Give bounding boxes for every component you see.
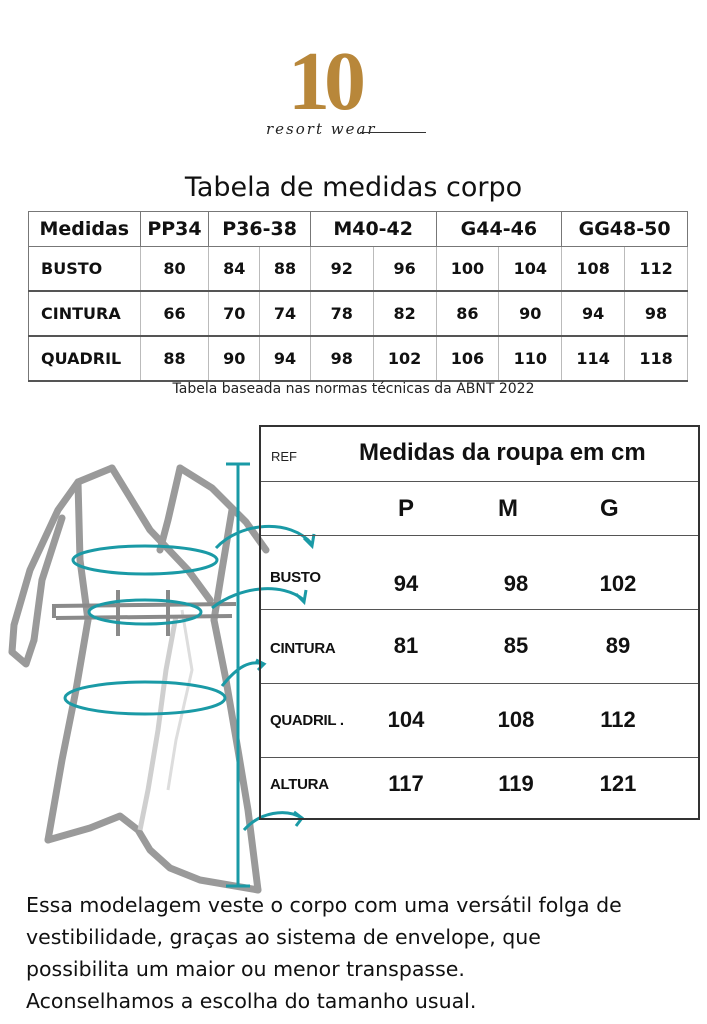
table-cell: 85 [503, 633, 529, 658]
header-cell: M40-42 [310, 212, 436, 247]
table-cell: 118 [625, 336, 688, 381]
garment-measurements-table [259, 425, 700, 820]
wrap-overlap-line [140, 616, 176, 830]
divider [261, 481, 698, 482]
table-cell: 94 [393, 571, 419, 596]
row-label: BUSTO [29, 247, 141, 292]
description-line: Aconselhamos a escolha do tamanho usual. [26, 989, 477, 1013]
table-cell: 110 [499, 336, 562, 381]
table-cell: 90 [499, 291, 562, 336]
header-cell: PP34 [140, 212, 209, 247]
table-cell: 94 [260, 336, 311, 381]
body-table-header-row [29, 212, 688, 247]
row-label-quadril: QUADRIL . [270, 712, 344, 729]
table-cell: 98 [503, 571, 529, 596]
table-cell: 106 [436, 336, 499, 381]
table-cell: 112 [625, 247, 688, 292]
hip-ring [65, 682, 225, 714]
header-cell: GG48-50 [562, 212, 688, 247]
table-cell: 80 [140, 247, 209, 292]
table-cell: 84 [209, 247, 260, 292]
table-cell: 108 [562, 247, 625, 292]
row-label-cintura: CINTURA [270, 640, 336, 657]
body-table-title: Tabela de medidas corpo [184, 172, 523, 203]
table-cell: 119 [498, 771, 534, 796]
header-cell: P36-38 [209, 212, 310, 247]
table-row [29, 247, 688, 292]
table-cell: 88 [140, 336, 209, 381]
table-cell: 104 [499, 247, 562, 292]
divider [261, 535, 698, 536]
description-line: possibilita um maior ou menor transpasse. [26, 957, 465, 981]
table-cell: 70 [209, 291, 260, 336]
table-cell: 89 [605, 633, 631, 658]
table-cell: 102 [599, 571, 637, 596]
bust-ring [73, 546, 217, 574]
description-line: Essa modelagem veste o corpo com uma versátil folga de [26, 893, 622, 917]
table-cell: 82 [373, 291, 436, 336]
header-cell: Medidas [29, 212, 141, 247]
table-cell: 94 [562, 291, 625, 336]
table-cell: 81 [393, 633, 419, 658]
table-cell: 100 [436, 247, 499, 292]
divider [261, 757, 698, 758]
logo-tagline: resort wear [266, 120, 377, 138]
table-cell: 90 [209, 336, 260, 381]
table-cell: 98 [310, 336, 373, 381]
size-header-g: G [600, 495, 619, 522]
row-label-altura: ALTURA [270, 776, 329, 793]
table-cell: 96 [373, 247, 436, 292]
table-cell: 114 [562, 336, 625, 381]
table-cell: 112 [600, 707, 636, 732]
logo-number: 10 [288, 35, 360, 128]
abnt-note: Tabela baseada nas normas técnicas da ABNT 2022 [172, 381, 535, 397]
row-label: QUADRIL [29, 336, 141, 381]
row-label-busto: BUSTO [270, 569, 321, 586]
header-cell: G44-46 [436, 212, 562, 247]
size-header-p: P [398, 495, 415, 522]
table-row [29, 291, 688, 336]
divider [261, 683, 698, 684]
divider [261, 609, 698, 610]
fit-description [26, 889, 696, 1017]
table-cell: 66 [140, 291, 209, 336]
table-cell: 78 [310, 291, 373, 336]
table-cell: 74 [260, 291, 311, 336]
ref-label: REF [271, 449, 297, 464]
table-cell: 121 [599, 771, 637, 796]
table-cell: 108 [497, 707, 535, 732]
table-cell: 98 [625, 291, 688, 336]
table-cell: 88 [260, 247, 311, 292]
garment-table-title: Medidas da roupa em cm [359, 439, 646, 466]
table-cell: 86 [436, 291, 499, 336]
brand-logo [262, 35, 432, 145]
size-header-m: M [498, 495, 518, 522]
logo-underline [360, 132, 426, 133]
table-cell: 92 [310, 247, 373, 292]
description-line: vestibilidade, graças ao sistema de envelope, que [26, 925, 541, 949]
table-cell: 117 [388, 771, 424, 796]
table-cell: 102 [373, 336, 436, 381]
table-row [29, 336, 688, 381]
body-measurements-table [28, 211, 688, 382]
row-label: CINTURA [29, 291, 141, 336]
table-cell: 104 [387, 707, 425, 732]
